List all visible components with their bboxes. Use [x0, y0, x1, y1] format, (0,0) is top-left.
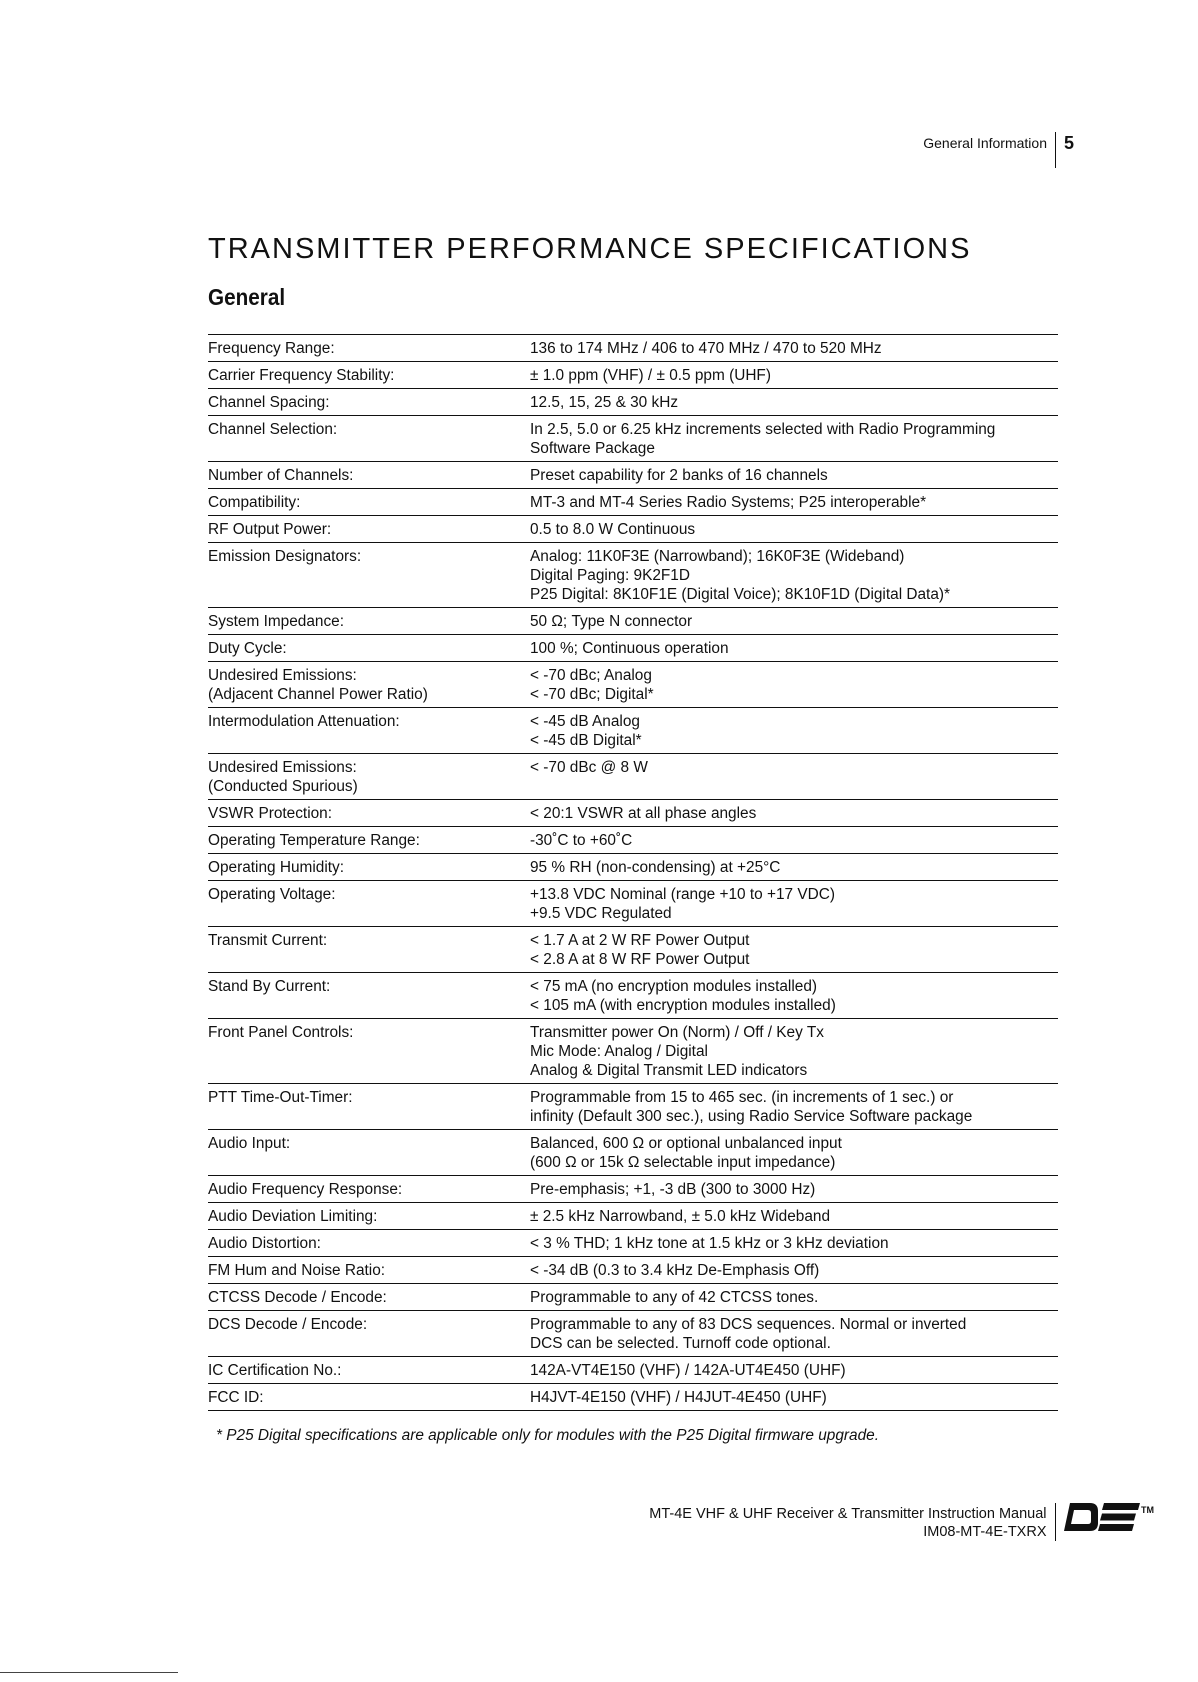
spec-label — [208, 393, 530, 412]
spec-value-line: < -34 dB (0.3 to 3.4 kHz De-Emphasis Off) — [530, 1262, 820, 1279]
spec-value-line: Balanced, 600 Ω or optional unbalanced input — [530, 1135, 842, 1152]
spec-row — [208, 1357, 1058, 1384]
spec-label-line: Audio Distortion: — [208, 1235, 321, 1252]
spec-label — [208, 520, 530, 539]
spec-value — [530, 1134, 1058, 1172]
trademark: TM — [1141, 1505, 1154, 1515]
spec-value — [530, 393, 1058, 412]
spec-value-line: DCS can be selected. Turnoff code optional. — [530, 1335, 831, 1352]
spec-label — [208, 1315, 530, 1353]
spec-label — [208, 804, 530, 823]
spec-row — [208, 608, 1058, 635]
spec-label-line: CTCSS Decode / Encode: — [208, 1289, 387, 1306]
spec-label — [208, 420, 530, 458]
spec-label — [208, 1088, 530, 1126]
spec-row — [208, 635, 1058, 662]
spec-row — [208, 489, 1058, 516]
spec-value — [530, 466, 1058, 485]
spec-value — [530, 1315, 1058, 1353]
footer-text — [649, 1503, 1054, 1541]
spec-value-line: Programmable to any of 42 CTCSS tones. — [530, 1289, 819, 1306]
spec-label — [208, 639, 530, 658]
spec-value — [530, 931, 1058, 969]
spec-label-line: Emission Designators: — [208, 548, 362, 565]
spec-row — [208, 1230, 1058, 1257]
spec-value — [530, 1388, 1058, 1407]
spec-label-line: System Impedance: — [208, 613, 345, 630]
spec-value — [530, 1288, 1058, 1307]
spec-value — [530, 804, 1058, 823]
spec-value-line: (600 Ω or 15k Ω selectable input impedance) — [530, 1154, 836, 1171]
footer-divider — [1055, 1503, 1057, 1541]
spec-label-line: Undesired Emissions: — [208, 667, 357, 684]
spec-value — [530, 493, 1058, 512]
spec-value-line: < -45 dB Analog — [530, 713, 640, 730]
spec-label-line: FCC ID: — [208, 1389, 264, 1406]
spec-label-line: Number of Channels: — [208, 467, 354, 484]
spec-label-line: (Adjacent Channel Power Ratio) — [208, 686, 428, 703]
spec-value-line: < -70 dBc @ 8 W — [530, 759, 648, 776]
page-header — [923, 132, 1074, 168]
spec-value-line: 0.5 to 8.0 W Continuous — [530, 521, 696, 538]
spec-row — [208, 854, 1058, 881]
spec-row — [208, 1019, 1058, 1084]
spec-label-line: PTT Time-Out-Timer: — [208, 1089, 353, 1106]
spec-value-line: -30˚C to +60˚C — [530, 832, 633, 849]
spec-row — [208, 516, 1058, 543]
spec-value-line: Software Package — [530, 440, 655, 457]
spec-value-line: Pre-emphasis; +1, -3 dB (300 to 3000 Hz) — [530, 1181, 816, 1198]
spec-value-line: Analog & Digital Transmit LED indicators — [530, 1062, 808, 1079]
spec-label — [208, 612, 530, 631]
spec-value-line: < -45 dB Digital* — [530, 732, 642, 749]
spec-label-line: VSWR Protection: — [208, 805, 333, 822]
spec-value — [530, 666, 1058, 704]
spec-value-line: < 75 mA (no encryption modules installed) — [530, 978, 818, 995]
spec-label — [208, 1234, 530, 1253]
spec-row — [208, 881, 1058, 927]
spec-label-line: Transmit Current: — [208, 932, 328, 949]
spec-row — [208, 1257, 1058, 1284]
spec-row — [208, 1084, 1058, 1130]
spec-value — [530, 1361, 1058, 1380]
specifications-table — [208, 334, 1058, 1411]
spec-label-line: Undesired Emissions: — [208, 759, 357, 776]
spec-value — [530, 758, 1058, 796]
spec-value — [530, 858, 1058, 877]
spec-value-line: +13.8 VDC Nominal (range +10 to +17 VDC) — [530, 886, 835, 903]
spec-label — [208, 885, 530, 923]
section-subtitle: General — [208, 284, 286, 310]
spec-row — [208, 927, 1058, 973]
spec-value-line: 50 Ω; Type N connector — [530, 613, 693, 630]
spec-label-line: Audio Frequency Response: — [208, 1181, 403, 1198]
spec-row — [208, 462, 1058, 489]
de-logo-icon — [1064, 1503, 1140, 1531]
spec-row — [208, 1130, 1058, 1176]
spec-label — [208, 858, 530, 877]
spec-label — [208, 712, 530, 750]
spec-label — [208, 1180, 530, 1199]
spec-label — [208, 931, 530, 969]
spec-value-line: < 20:1 VSWR at all phase angles — [530, 805, 757, 822]
spec-value — [530, 639, 1058, 658]
manual-title: MT-4E VHF & UHF Receiver & Transmitter Instruction Manual — [649, 1506, 1047, 1522]
spec-label-line: IC Certification No.: — [208, 1362, 342, 1379]
spec-value — [530, 1207, 1058, 1226]
spec-row — [208, 1203, 1058, 1230]
spec-label-line: Stand By Current: — [208, 978, 331, 995]
spec-label-line: Front Panel Controls: — [208, 1024, 354, 1041]
spec-label — [208, 547, 530, 604]
spec-value — [530, 712, 1058, 750]
scan-edge-line — [0, 1672, 178, 1673]
spec-value-line: Digital Paging: 9K2F1D — [530, 567, 690, 584]
spec-row — [208, 662, 1058, 708]
spec-label-line: RF Output Power: — [208, 521, 332, 538]
spec-value-line: Programmable to any of 83 DCS sequences. Normal or inverted — [530, 1316, 967, 1333]
company-logo — [1064, 1503, 1154, 1531]
spec-value-line: infinity (Default 300 sec.), using Radio Service Software package — [530, 1108, 973, 1125]
spec-row — [208, 1284, 1058, 1311]
spec-label — [208, 831, 530, 850]
spec-label-line: Operating Voltage: — [208, 886, 336, 903]
spec-value — [530, 339, 1058, 358]
spec-label-line: Carrier Frequency Stability: — [208, 367, 395, 384]
spec-label — [208, 1207, 530, 1226]
spec-label-line: Duty Cycle: — [208, 640, 287, 657]
spec-row — [208, 973, 1058, 1019]
spec-value-line: Preset capability for 2 banks of 16 channels — [530, 467, 828, 484]
spec-label-line: Channel Selection: — [208, 421, 338, 438]
spec-value — [530, 1261, 1058, 1280]
spec-value-line: MT-3 and MT-4 Series Radio Systems; P25 interoperable* — [530, 494, 927, 511]
footnote: * P25 Digital specifications are applicable only for modules with the P25 Digital firmware upgrade. — [216, 1427, 879, 1444]
spec-value — [530, 1180, 1058, 1199]
spec-value — [530, 547, 1058, 604]
spec-label — [208, 1361, 530, 1380]
spec-label — [208, 1288, 530, 1307]
spec-label — [208, 1134, 530, 1172]
spec-value-line: ± 1.0 ppm (VHF) / ± 0.5 ppm (UHF) — [530, 367, 771, 384]
spec-value-line: 136 to 174 MHz / 406 to 470 MHz / 470 to 520 MHz — [530, 340, 882, 357]
spec-value-line: < -70 dBc; Analog — [530, 667, 652, 684]
spec-value-line: H4JVT-4E150 (VHF) / H4JUT-4E450 (UHF) — [530, 1389, 827, 1406]
spec-value-line: 100 %; Continuous operation — [530, 640, 729, 657]
spec-row — [208, 335, 1058, 362]
spec-label-line: Operating Temperature Range: — [208, 832, 420, 849]
spec-row — [208, 1311, 1058, 1357]
spec-label — [208, 493, 530, 512]
spec-label-line: Compatibility: — [208, 494, 301, 511]
spec-value-line: 95 % RH (non-condensing) at +25°C — [530, 859, 781, 876]
spec-value — [530, 1088, 1058, 1126]
spec-value — [530, 1023, 1058, 1080]
spec-value-line: < 1.7 A at 2 W RF Power Output — [530, 932, 750, 949]
spec-label-line: (Conducted Spurious) — [208, 778, 358, 795]
spec-value-line: Programmable from 15 to 465 sec. (in increments of 1 sec.) or — [530, 1089, 954, 1106]
spec-value-line: ± 2.5 kHz Narrowband, ± 5.0 kHz Wideband — [530, 1208, 831, 1225]
spec-label-line: Frequency Range: — [208, 340, 335, 357]
spec-label — [208, 1023, 530, 1080]
section-title: General Information — [923, 135, 1047, 151]
spec-row — [208, 800, 1058, 827]
spec-label — [208, 666, 530, 704]
spec-label — [208, 339, 530, 358]
spec-label-line: Channel Spacing: — [208, 394, 330, 411]
spec-row — [208, 416, 1058, 462]
spec-value — [530, 885, 1058, 923]
spec-value-line: < 2.8 A at 8 W RF Power Output — [530, 951, 750, 968]
spec-label-line: Audio Deviation Limiting: — [208, 1208, 378, 1225]
spec-row — [208, 1384, 1058, 1411]
spec-row — [208, 389, 1058, 416]
spec-label-line: Intermodulation Attenuation: — [208, 713, 400, 730]
spec-label-line: DCS Decode / Encode: — [208, 1316, 368, 1333]
spec-row — [208, 827, 1058, 854]
document-id: IM08-MT-4E-TXRX — [923, 1524, 1047, 1540]
page-number: 5 — [1063, 133, 1074, 153]
spec-label — [208, 977, 530, 1015]
spec-value-line: Mic Mode: Analog / Digital — [530, 1043, 708, 1060]
spec-label-line: FM Hum and Noise Ratio: — [208, 1262, 386, 1279]
spec-value-line: Analog: 11K0F3E (Narrowband); 16K0F3E (Wideband) — [530, 548, 905, 565]
spec-value — [530, 420, 1058, 458]
spec-value — [530, 520, 1058, 539]
spec-value — [530, 1234, 1058, 1253]
spec-value-line: < -70 dBc; Digital* — [530, 686, 654, 703]
spec-row — [208, 754, 1058, 800]
spec-value — [530, 366, 1058, 385]
spec-row — [208, 708, 1058, 754]
spec-label — [208, 758, 530, 796]
spec-value — [530, 977, 1058, 1015]
spec-label — [208, 366, 530, 385]
spec-label — [208, 1388, 530, 1407]
spec-row — [208, 1176, 1058, 1203]
spec-value-line: 12.5, 15, 25 & 30 kHz — [530, 394, 679, 411]
spec-label-line: Operating Humidity: — [208, 859, 345, 876]
spec-value — [530, 612, 1058, 631]
spec-label-line: Audio Input: — [208, 1135, 291, 1152]
spec-value — [530, 831, 1058, 850]
page-footer — [649, 1503, 1154, 1541]
spec-value-line: +9.5 VDC Regulated — [530, 905, 672, 922]
spec-label — [208, 1261, 530, 1280]
spec-row — [208, 543, 1058, 608]
spec-value-line: < 105 mA (with encryption modules installed) — [530, 997, 836, 1014]
spec-label — [208, 466, 530, 485]
spec-value-line: 142A-VT4E150 (VHF) / 142A-UT4E450 (UHF) — [530, 1362, 846, 1379]
spec-value-line: In 2.5, 5.0 or 6.25 kHz increments selected with Radio Programming — [530, 421, 996, 438]
spec-value-line: Transmitter power On (Norm) / Off / Key Tx — [530, 1024, 824, 1041]
spec-row — [208, 362, 1058, 389]
spec-value-line: P25 Digital: 8K10F1E (Digital Voice); 8K10F1D (Digital Data)* — [530, 586, 951, 603]
spec-value-line: < 3 % THD; 1 kHz tone at 1.5 kHz or 3 kHz deviation — [530, 1235, 889, 1252]
page-title: TRANSMITTER PERFORMANCE SPECIFICATIONS — [208, 233, 972, 265]
